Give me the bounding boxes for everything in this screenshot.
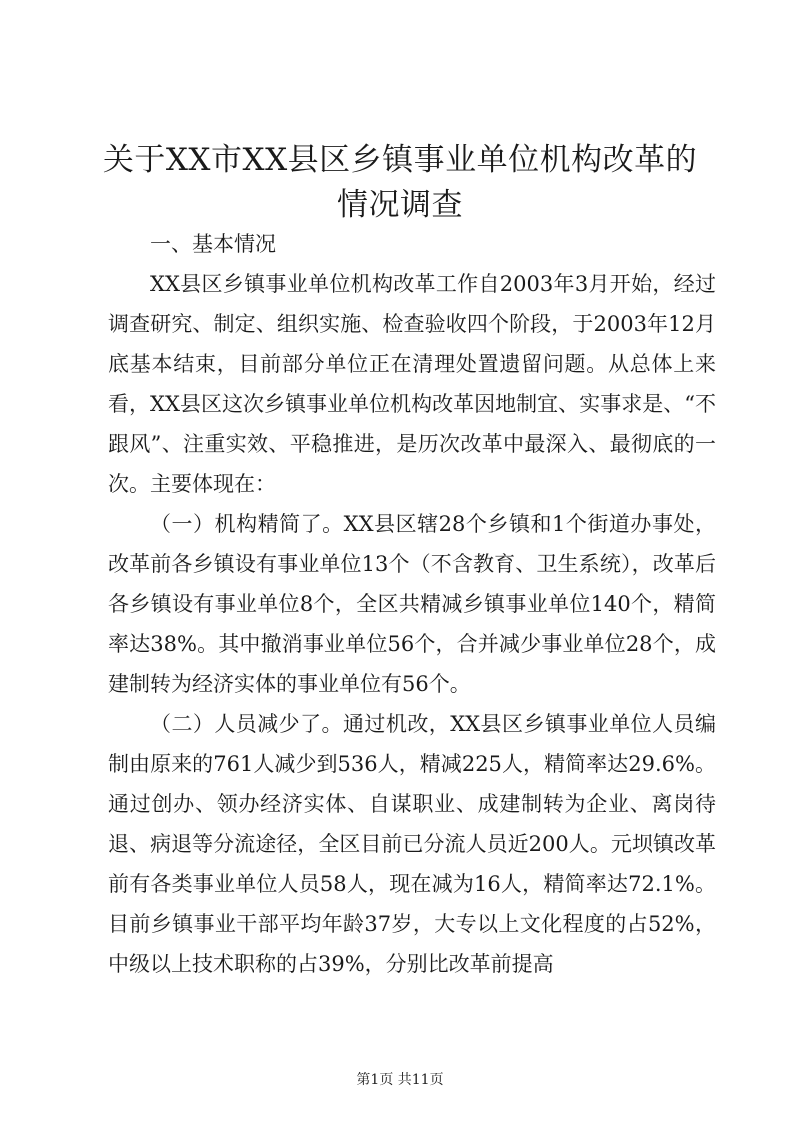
section-heading-basic: 一、基本情况 — [150, 232, 276, 256]
paragraph-overview: XX县区乡镇事业单位机构改革工作自2003年3月开始，经过调查研究、制定、组织实施、检查验收四个阶段，于2003年12月底基本结束，目前部分单位正在清理处置遗留问题。从总体上来看，XX县区这次乡镇事业单位机构改革因地制宜、实事求是、“不跟风”、注重实效、平稳推进，是历次改革中最深入、最彻底的一次。主要体现在： — [108, 272, 716, 496]
document-body — [108, 224, 716, 984]
document-title: 关于XX市XX县区乡镇事业单位机构改革的情况调查 — [102, 142, 698, 223]
paragraph-staff-reduced: （二）人员减少了。通过机改，XX县区乡镇事业单位人员编制由原来的761人减少到536人，精减225人，精简率达29.6%。通过创办、领办经济实体、自谋职业、成建制转为企业、离岗待退、病退等分流途径，全区目前已分流人员近200人。元坝镇改革前有各类事业单位人员58人，现在减为16人，精简率达72.1%。目前乡镇事业干部平均年龄37岁，大专以上文化程度的占52%，中级以上技术职称的占39%，分别比改革前提高 — [108, 712, 716, 976]
page-number-footer: 第1页 共11页 — [356, 1072, 444, 1088]
paragraph-organizations-reduced: （一）机构精简了。XX县区辖28个乡镇和1个街道办事处，改革前各乡镇设有事业单位13个（不含教育、卫生系统），改革后各乡镇设有事业单位8个，全区共精减乡镇事业单位140个，精简率达38%。其中撤消事业单位56个，合并减少事业单位28个，成建制转为经济实体的事业单位有56个。 — [108, 512, 716, 696]
